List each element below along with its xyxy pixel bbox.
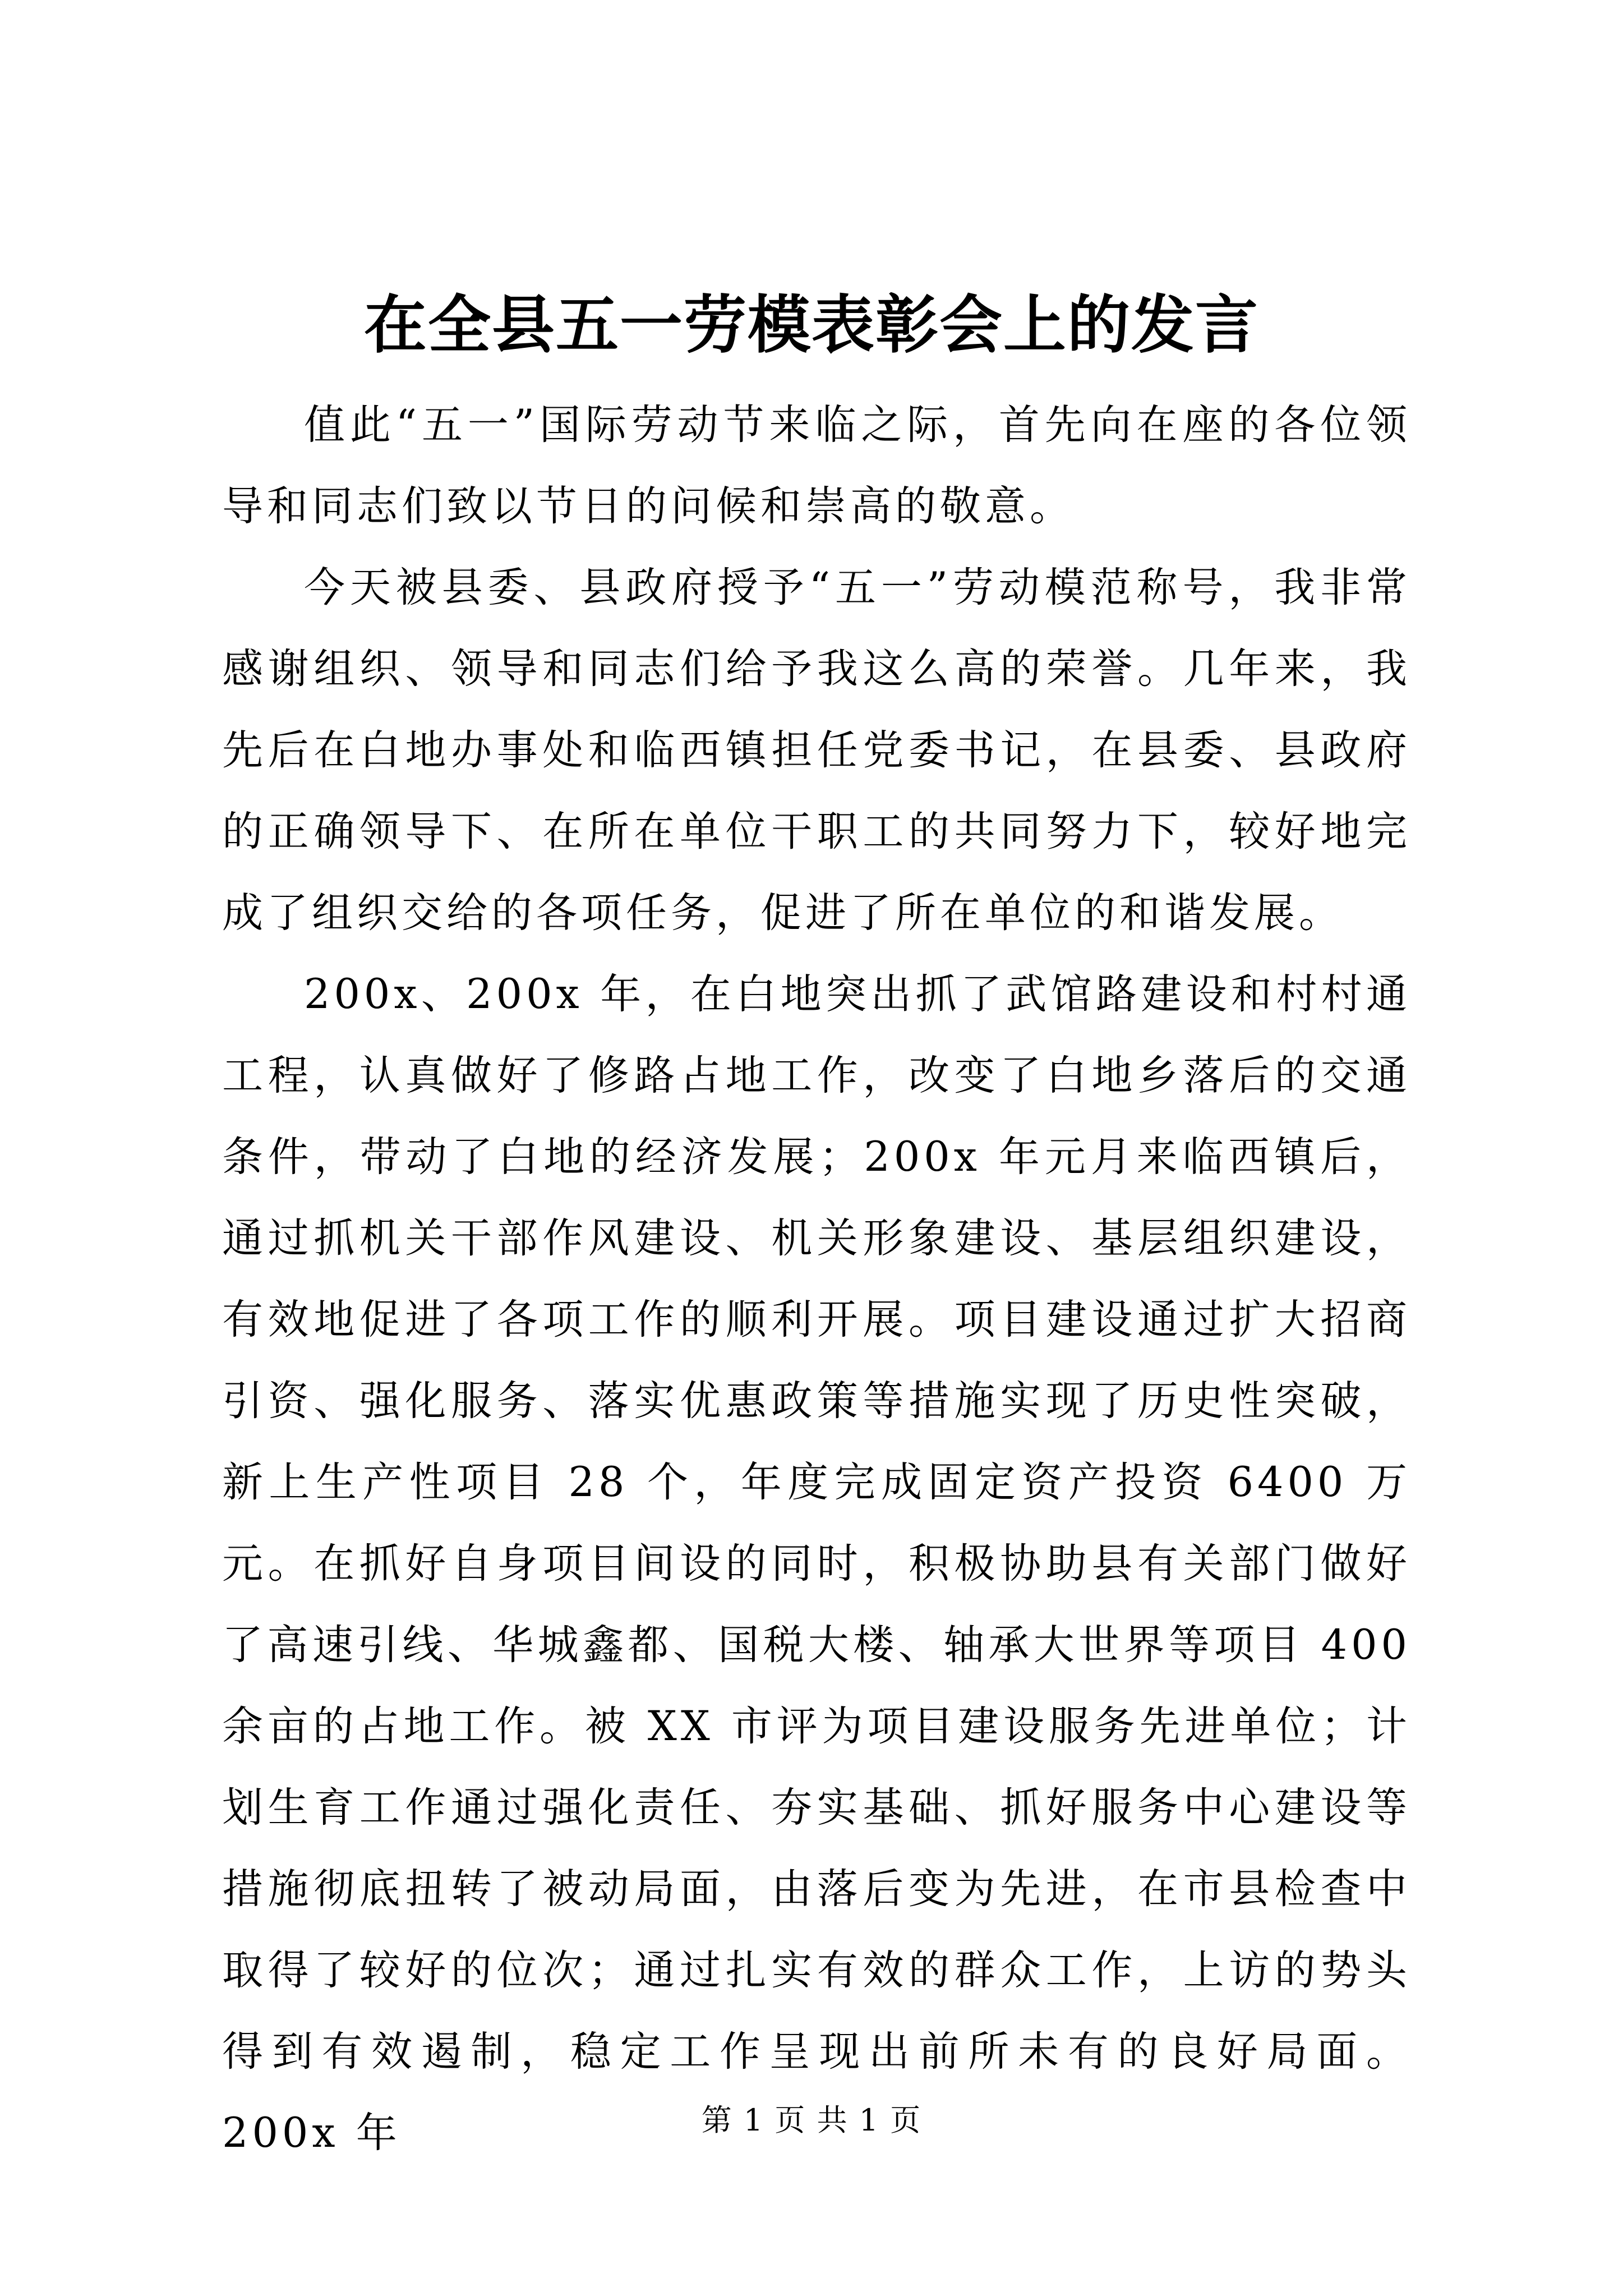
page-footer: 第 1 页 共 1 页 bbox=[701, 2102, 922, 2138]
page-title: 在全县五一劳模表彰会上的发言 bbox=[364, 288, 1259, 362]
paragraph-achievements: 200x、200x 年，在白地突出抓了武馆路建设和村村通工程，认真做好了修路占地工作，改变了白地乡落后的交通条件，带动了白地的经济发展；200x 年元月来临西镇后，通过抓机关干部作风建设、机关形象建设、基层组织建设，有效地促进了各项工作的顺利开展。项目建设通过扩大招商引资、强化服务、落实优惠政策等措施实现了历史性突破，新上生产性项目 28 个，年度完成固定资产投资 6400 万元。在抓好自身项目间设的同时，积极协助县有关部门做好了高速引线、华城鑫都、国税大楼、轴承大世界等项目 400 余亩的占地工作。被 XX 市评为项目建设服务先进单位；计划生育工作通过强化责任、夯实基础、抓好服务中心建设等措施彻底扭转了被动局面，由落后变为先进，在市县检查中取得了较好的位次；通过扎实有效的群众工作，上访的势头得到有效遏制，稳定工作呈现出前所未有的良好局面。200x 年 bbox=[222, 970, 1411, 2157]
document-body bbox=[222, 384, 1411, 2174]
paragraph-honor: 今天被县委、县政府授予“五一”劳动模范称号，我非常感谢组织、领导和同志们给予我这么高的荣誉。几年来，我先后在白地办事处和临西镇担任党委书记，在县委、县政府的正确领导下、在所在单位干职工的共同努力下，较好地完成了组织交给的各项任务，促进了所在单位的和谐发展。 bbox=[222, 564, 1411, 937]
paragraph-greeting: 值此“五一”国际劳动节来临之际，首先向在座的各位领导和同志们致以节日的问候和崇高的敬意。 bbox=[222, 401, 1411, 530]
